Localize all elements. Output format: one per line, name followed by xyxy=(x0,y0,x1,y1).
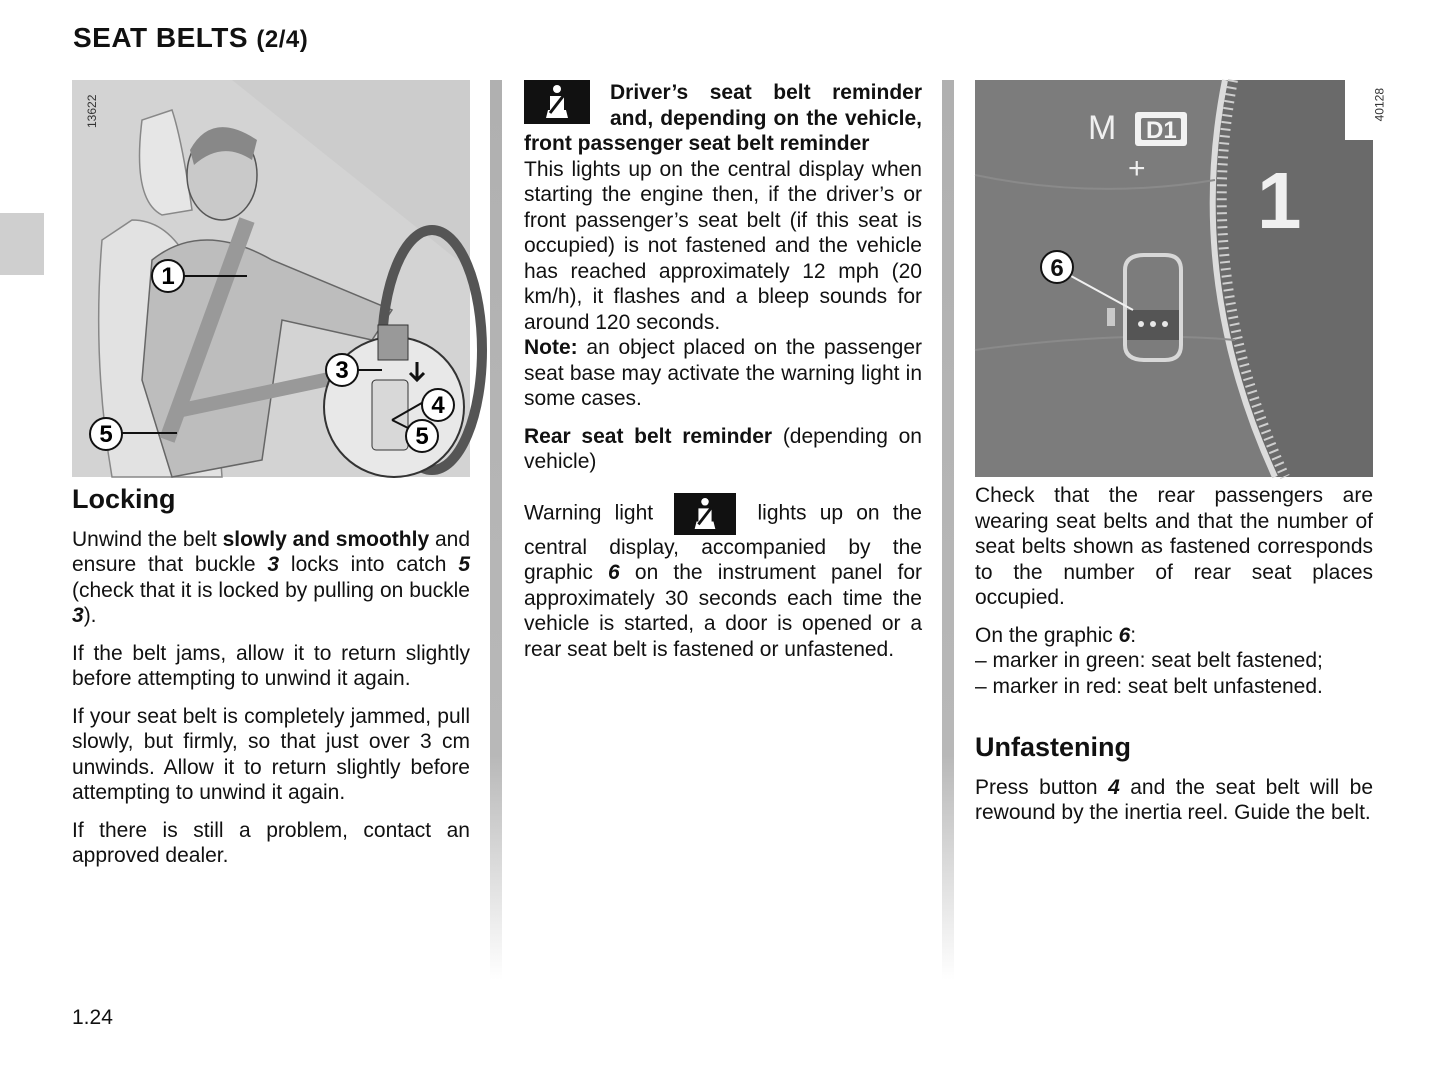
column-divider xyxy=(490,80,502,980)
driver-seatbelt-drawing xyxy=(72,80,470,477)
seatbelt-warning-icon xyxy=(674,493,736,535)
big-gear-label: 1 xyxy=(1257,156,1302,245)
locking-heading: Locking xyxy=(72,484,176,514)
seatbelt-warning-icon xyxy=(524,80,590,124)
callout-4: 4 xyxy=(431,392,445,419)
left-column xyxy=(72,80,470,881)
column-divider xyxy=(942,80,954,980)
driver-illustration xyxy=(72,80,470,477)
dealer-paragraph: If there is still a problem, contact an approved dealer. xyxy=(72,818,470,867)
driver-reminder-text: This lights up on the central display when starting the engine then, if the driver’s or front passenger’s seat belt (if this seat is occupied) is not fastened and the vehicle has reached approximately 12 mph (20 km/h), it flashes and a bleep sounds for around 120 seconds. xyxy=(524,157,922,334)
list-item: – marker in green: seat belt fastened; xyxy=(975,649,1323,672)
section-tab xyxy=(0,213,44,275)
warning-light-paragraph: Warning light lights up on the central display, accompanied by the graphic 6 on the instrument panel for approximately 30 seconds each time the vehicle is started, a door is opened or a rear seat belt is fastened or unfastened. xyxy=(524,493,922,663)
driver-reminder-block xyxy=(524,80,922,157)
callout-5: 5 xyxy=(99,421,113,448)
driver-reminder-heading: Driver’s seat belt reminder and, depending on the vehicle, front passenger seat belt reminder xyxy=(524,81,922,155)
page-title xyxy=(73,22,308,54)
callout-1: 1 xyxy=(161,263,175,290)
mode-label: M xyxy=(1088,109,1117,147)
title-part: (2/4) xyxy=(256,26,309,53)
rear-reminder-heading: Rear seat belt reminder (depending on vehicle) xyxy=(524,424,922,473)
title-main: SEAT BELTS xyxy=(73,22,249,53)
page-number: 1.24 xyxy=(72,1006,113,1029)
right-column xyxy=(975,80,1386,838)
graphic-intro: On the graphic 6: xyxy=(975,623,1137,647)
jammed-paragraph: If your seat belt is completely jammed, pull slowly, but firmly, so that just over 3 cm unwinds. Allow it to return slightly before attempting to unwind it again. xyxy=(72,704,470,804)
list-item: – marker in red: seat belt unfastened. xyxy=(975,674,1323,698)
instrument-panel-illustration xyxy=(975,80,1386,477)
callout-5-detail: 5 xyxy=(415,423,429,450)
gear-label: D1 xyxy=(1146,117,1177,144)
figure-id: 40128 xyxy=(1372,88,1386,122)
callout-3: 3 xyxy=(335,357,349,384)
instrument-display-drawing xyxy=(975,80,1373,477)
middle-column xyxy=(524,80,922,674)
plus-label: + xyxy=(1128,152,1146,185)
rear-check-paragraph: Check that the rear passengers are wearing seat belts and that the number of seat belts shown as fastened corresponds to the number of rear seat places occupied. xyxy=(975,484,1373,609)
locking-paragraph: Unwind the belt slowly and smoothly and ensure that buckle 3 locks into catch 5 (check that it is locked by pulling on buckle 3). xyxy=(72,527,471,627)
figure-id: 13622 xyxy=(85,94,99,128)
jam-paragraph: If the belt jams, allow it to return slightly before attempting to unwind it again. xyxy=(72,641,470,690)
callout-6: 6 xyxy=(1050,255,1064,282)
unfastening-paragraph: Press button 4 and the seat belt will be rewound by the inertia reel. Guide the belt. xyxy=(975,775,1374,824)
note-paragraph: Note: an object placed on the passenger seat base may activate the warning light in some cases. xyxy=(524,336,922,410)
unfastening-heading: Unfastening xyxy=(975,732,1132,762)
